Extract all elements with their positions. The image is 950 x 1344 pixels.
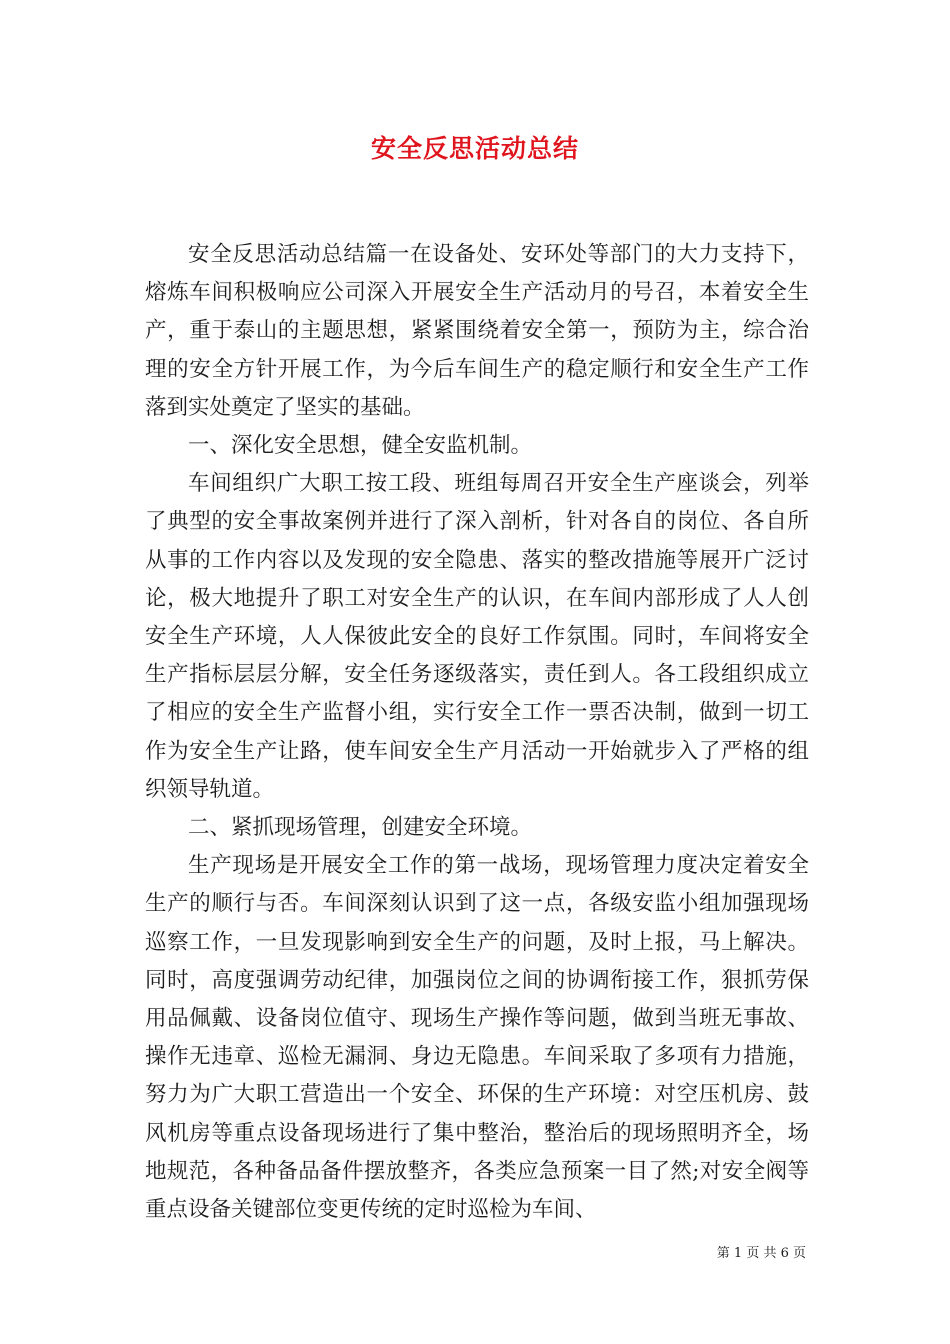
document-title: 安全反思活动总结 [370,134,579,163]
paragraph-section-1: 车间组织广大职工按工段、班组每周召开安全生产座谈会，列举了典型的安全事故案例并进行了深入剖析，针对各自的岗位、各自所从事的工作内容以及发现的安全隐患、落实的整改措施等展开广泛讨论，极大地提升了职工对安全生产的认识，在车间内部形成了人人创安全生产环境，人人保彼此安全的良好工作氛围。同时，车间将安全生产指标层层分解，安全任务逐级落实，责任到人。各工段组织成立了相应的安全生产监督小组，实行安全工作一票否决制，做到一切工作为安全生产让路，使车间安全生产月活动一开始就步入了严格的组织领导轨道。 [145,471,809,802]
section-heading-2: 二、紧抓现场管理，创建安全环境。 [188,815,533,841]
page-number: 第 1 页 共 6 页 [716,1246,806,1261]
paragraph-intro: 安全反思活动总结篇一在设备处、安环处等部门的大力支持下，熔炼车间积极响应公司深入开展安全生产活动月的号召，本着安全生产，重于泰山的主题思想，紧紧围绕着安全第一，预防为主，综合治理的安全方针开展工作，为今后车间生产的稳定顺行和安全生产工作落到实处奠定了坚实的基础。 [145,242,809,420]
document-body [145,236,809,1229]
section-heading-1: 一、深化安全思想，健全安监机制。 [188,433,533,459]
paragraph-section-2: 生产现场是开展安全工作的第一战场，现场管理力度决定着安全生产的顺行与否。车间深刻认识到了这一点，各级安监小组加强现场巡察工作，一旦发现影响到安全生产的问题，及时上报，马上解决。同时，高度强调劳动纪律，加强岗位之间的协调衔接工作，狠抓劳保用品佩戴、设备岗位值守、现场生产操作等问题，做到当班无事故、操作无违章、巡检无漏洞、身边无隐患。车间采取了多项有力措施，努力为广大职工营造出一个安全、环保的生产环境：对空压机房、鼓风机房等重点设备现场进行了集中整治，整治后的现场照明齐全，场地规范，各种备品备件摆放整齐，各类应急预案一目了然;对安全阀等重点设备关键部位变更传统的定时巡检为车间、 [145,853,809,1223]
